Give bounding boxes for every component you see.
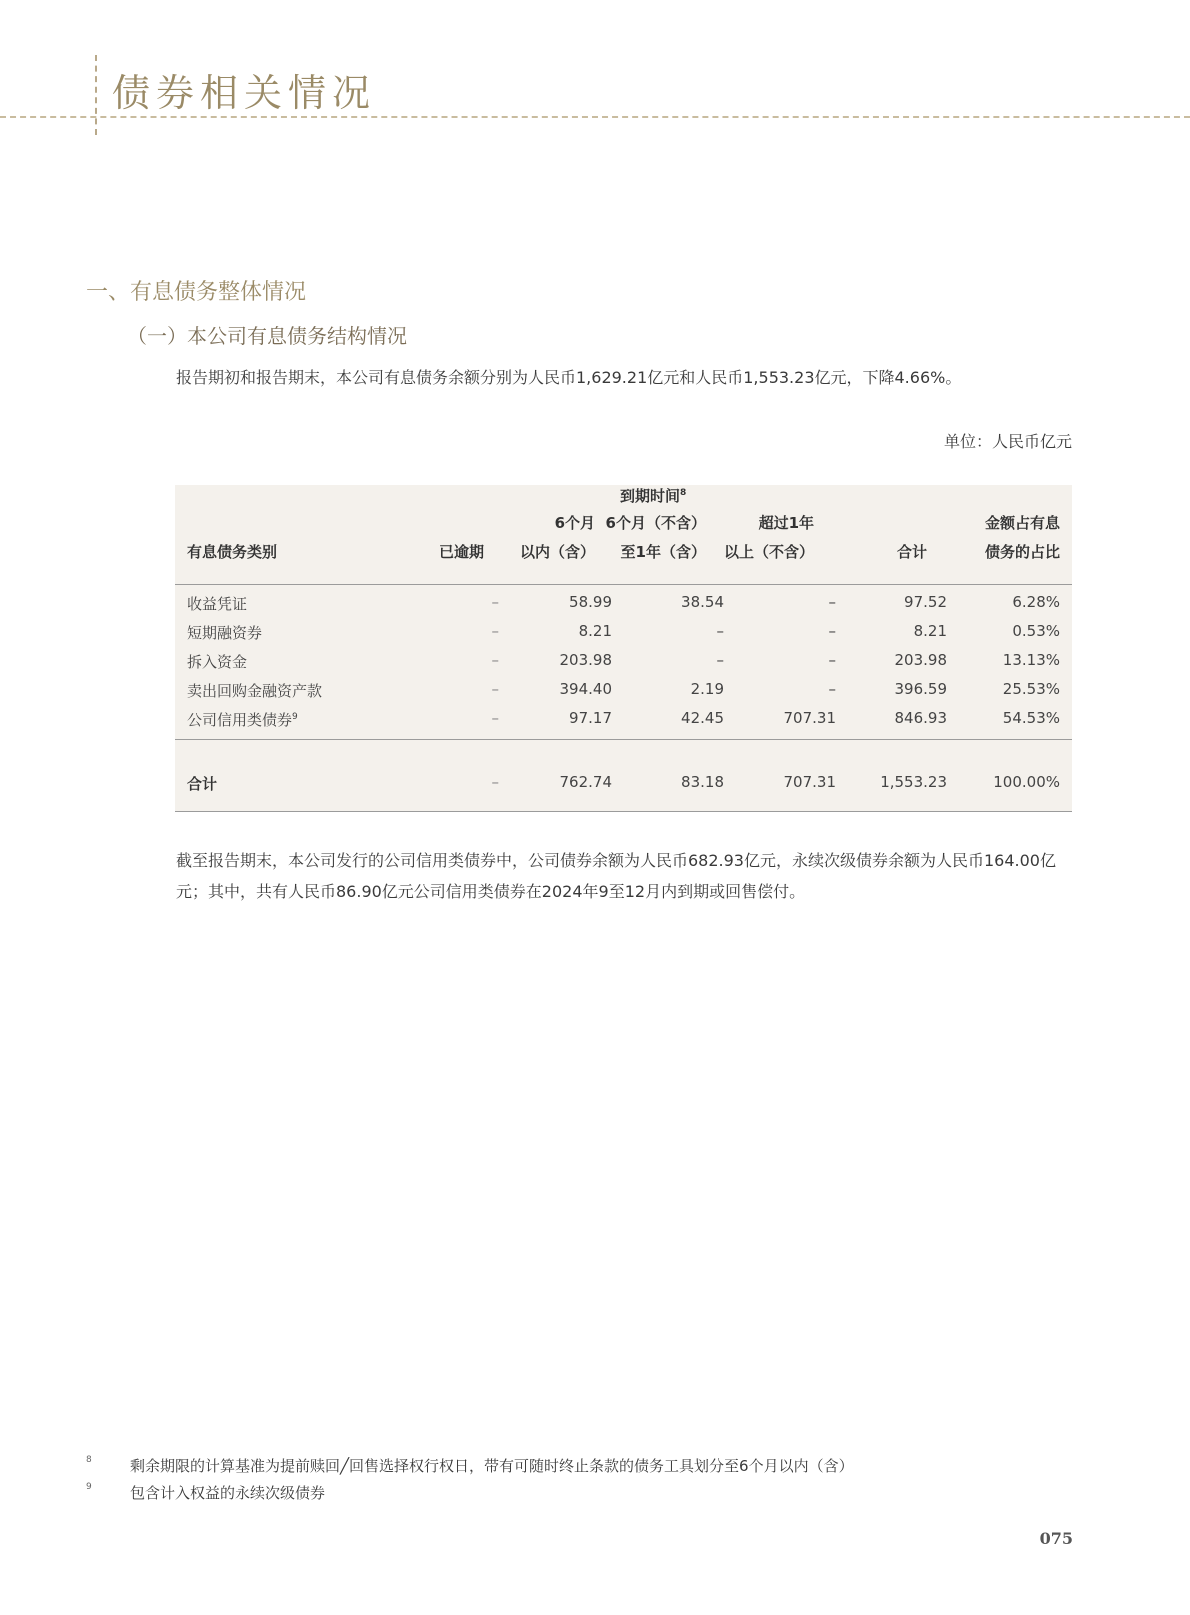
cell-overdue: – <box>491 593 499 611</box>
table-bottom-rule <box>175 811 1072 812</box>
cell-overdue: – <box>491 773 499 791</box>
cell-overdue: – <box>491 709 499 727</box>
cell-over-1y: – <box>828 651 836 669</box>
cell-within-6m: 97.17 <box>569 709 612 727</box>
footnote-number: 8 <box>86 1455 92 1465</box>
cell-over-1y: – <box>828 622 836 640</box>
table-row <box>175 622 1072 651</box>
cell-over-1y: – <box>828 593 836 611</box>
cell-ratio: 100.00% <box>993 773 1060 791</box>
cell-over-1y: – <box>828 680 836 698</box>
header-6m-1y-line2: 至1年（含） <box>620 543 706 561</box>
subsection-heading: （一）本公司有息债务结构情况 <box>127 324 407 348</box>
header-over-1y-line2: 以上（不含） <box>723 543 814 561</box>
cell-overdue: – <box>491 680 499 698</box>
header-overdue: 已逾期 <box>438 543 484 561</box>
debt-structure-table <box>175 485 1072 812</box>
header-maturity-group: 到期时间$^8$ <box>620 487 687 505</box>
header-ratio-line1: 金额占有息 <box>984 514 1060 532</box>
table-row <box>175 680 1072 709</box>
cell-6m-1y: – <box>716 622 724 640</box>
row-category: 公司信用类债券$^9$ <box>187 711 298 729</box>
table-row <box>175 651 1072 680</box>
cell-total: 1,553.23 <box>880 773 947 791</box>
page-number: 075 <box>1039 1529 1073 1548</box>
header-over-1y-line1: 超过1年 <box>758 514 814 532</box>
header-within-6m-line1: 6个月 <box>554 514 595 532</box>
cell-total: 396.59 <box>894 680 947 698</box>
footnote-number: 9 <box>86 1482 92 1492</box>
cell-overdue: – <box>491 622 499 640</box>
cell-ratio: 6.28% <box>1012 593 1060 611</box>
cell-ratio: 0.53% <box>1012 622 1060 640</box>
cell-6m-1y: 2.19 <box>690 680 724 698</box>
footnote <box>86 1482 325 1503</box>
row-category: 拆入资金 <box>187 653 248 671</box>
header-total: 合计 <box>896 543 927 561</box>
cell-within-6m: 203.98 <box>559 651 612 669</box>
intro-paragraph: 报告期初和报告期末，本公司有息债务余额分别为人民币1,629.21亿元和人民币1,553.23亿元，下降4.66%。 <box>176 368 962 387</box>
row-category: 合计 <box>187 775 218 793</box>
row-category: 短期融资券 <box>187 624 263 642</box>
header-category: 有息债务类别 <box>187 543 278 561</box>
cell-total: 846.93 <box>894 709 947 727</box>
cell-overdue: – <box>491 651 499 669</box>
cell-6m-1y: 83.18 <box>681 773 724 791</box>
cell-over-1y: 707.31 <box>783 709 836 727</box>
cell-total: 203.98 <box>894 651 947 669</box>
page-title: 债券相关情况 <box>112 71 377 115</box>
total-row <box>175 773 1072 802</box>
footnote-ref: 9 <box>292 712 298 722</box>
footnote-text: 剩余期限的计算基准为提前赎回╱回售选择权行权日，带有可随时终止条款的债务工具划分至6个月以内（含） <box>130 1457 854 1475</box>
header-6m-1y-line1: 6个月（不含） <box>605 514 706 532</box>
total-divider <box>175 739 1072 740</box>
row-category: 卖出回购金融资产款 <box>187 682 323 700</box>
header-ratio-line2: 债务的占比 <box>984 543 1060 561</box>
table-row <box>175 709 1072 738</box>
footnote-text: 包含计入权益的永续次级债券 <box>130 1484 326 1502</box>
header-vertical-rule <box>95 55 97 135</box>
header-divider <box>175 584 1072 585</box>
section-heading: 一、有息债务整体情况 <box>86 280 307 305</box>
cell-within-6m: 58.99 <box>569 593 612 611</box>
cell-6m-1y: 38.54 <box>681 593 724 611</box>
cell-ratio: 13.13% <box>1002 651 1060 669</box>
row-category: 收益凭证 <box>187 595 248 613</box>
cell-within-6m: 8.21 <box>578 622 612 640</box>
unit-label: 单位：人民币亿元 <box>943 432 1072 451</box>
cell-6m-1y: 42.45 <box>681 709 724 727</box>
cell-ratio: 25.53% <box>1002 680 1060 698</box>
cell-over-1y: 707.31 <box>783 773 836 791</box>
header-within-6m-line2: 以内（含） <box>519 543 595 561</box>
table-row <box>175 593 1072 622</box>
cell-ratio: 54.53% <box>1002 709 1060 727</box>
closing-paragraph: 截至报告期末，本公司发行的公司信用类债券中，公司债券余额为人民币682.93亿元，永续次级债券余额为人民币164.00亿元；其中，共有人民币86.90亿元公司信用类债券在2024年9至12月内到期或回售偿付。 <box>176 851 1056 901</box>
cell-total: 8.21 <box>913 622 947 640</box>
footnote <box>86 1455 854 1476</box>
cell-6m-1y: – <box>716 651 724 669</box>
cell-within-6m: 394.40 <box>559 680 612 698</box>
cell-within-6m: 762.74 <box>559 773 612 791</box>
cell-total: 97.52 <box>904 593 947 611</box>
